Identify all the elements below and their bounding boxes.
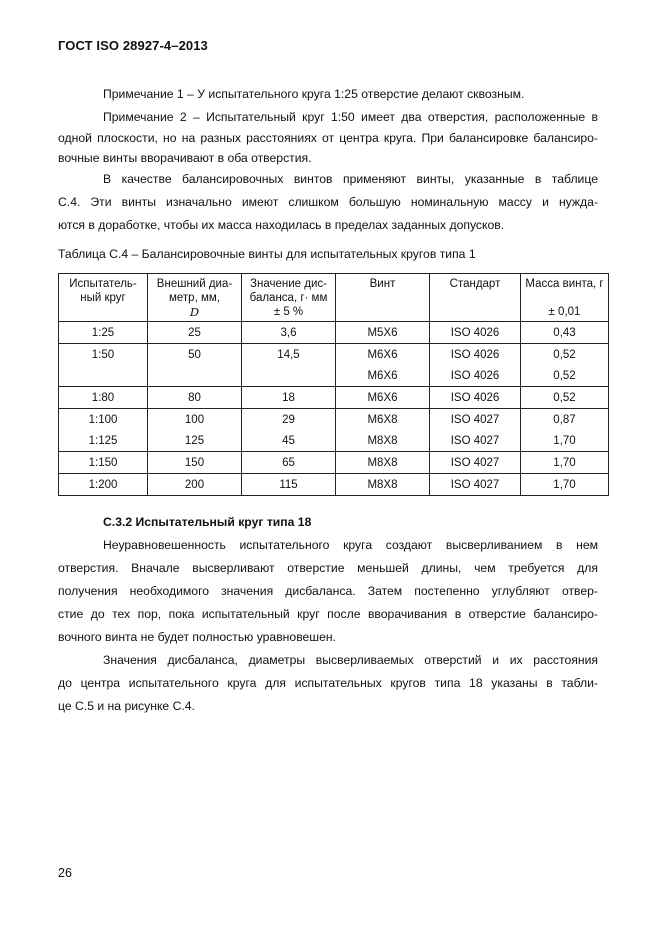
cell-diameter: 125 [148, 430, 242, 452]
cell-unbalance: 14,5 [242, 344, 336, 366]
cell-mass: 1,70 [521, 474, 609, 496]
para2-line-1: Неуравновешенность испытательного круга создают высверливанием в нем [103, 538, 598, 552]
table-row [59, 322, 609, 344]
table-row [59, 452, 609, 474]
para1-line-1: В качестве балансировочных винтов применяют винты, указанные в таблице [103, 172, 598, 186]
cell-standard: ISO 4026 [430, 365, 521, 387]
cell-diameter: 25 [148, 322, 242, 344]
cell-unbalance: 45 [242, 430, 336, 452]
para3-line-1: Значения дисбаланса, диаметры высверливаемых отверстий и их расстояния [103, 653, 598, 667]
section-title: С.3.2 Испытательный круг типа 18 [103, 515, 312, 529]
cell-disc: 1:80 [59, 387, 148, 409]
cell-screw: M8X8 [336, 452, 430, 474]
cell-standard: ISO 4027 [430, 452, 521, 474]
para2-line-3: получения необходимого значения дисбаланса. Затем постепенно углубляют отвер- [58, 584, 598, 598]
cell-standard: ISO 4026 [430, 387, 521, 409]
cell-unbalance: 3,6 [242, 322, 336, 344]
cell-diameter: 150 [148, 452, 242, 474]
cell-diameter: 50 [148, 344, 242, 366]
document-header: ГОСТ ISO 28927-4–2013 [58, 38, 208, 53]
table-row [59, 409, 609, 431]
header-screw: Винт [336, 274, 430, 322]
cell-mass: 1,70 [521, 452, 609, 474]
page-number: 26 [58, 866, 72, 880]
header-screw-mass: Масса винта, г ± 0,01 [521, 274, 609, 322]
table-caption: Таблица С.4 – Балансировочные винты для испытательных кругов типа 1 [58, 247, 476, 261]
screws-table [58, 273, 609, 496]
para1-line-3: ются в доработке, чтобы их масса находилась в пределах заданных допусков. [58, 218, 505, 232]
note-2-line-1: Примечание 2 – Испытательный круг 1:50 имеет два отверстия, расположенные в [103, 110, 598, 124]
cell-mass: 0,52 [521, 387, 609, 409]
header-test-disc: Испытатель- ный круг [59, 274, 148, 322]
note-2-line-3: вочные винты вворачивают в оба отверстия. [58, 151, 312, 165]
cell-unbalance: 29 [242, 409, 336, 431]
cell-mass: 1,70 [521, 430, 609, 452]
cell-screw: M6X6 [336, 365, 430, 387]
table-row [59, 474, 609, 496]
table-row [59, 344, 609, 366]
cell-mass: 0,52 [521, 344, 609, 366]
cell-unbalance: 18 [242, 387, 336, 409]
cell-screw: M5X6 [336, 322, 430, 344]
cell-diameter: 200 [148, 474, 242, 496]
cell-disc: 1:100 [59, 409, 148, 431]
cell-standard: ISO 4026 [430, 344, 521, 366]
cell-disc: 1:25 [59, 322, 148, 344]
cell-diameter [148, 365, 242, 387]
cell-screw: M8X8 [336, 430, 430, 452]
cell-screw: M6X6 [336, 344, 430, 366]
header-outer-diameter: Внешний диа- метр, мм, D [148, 274, 242, 322]
header-unbalance: Значение дис- баланса, г· мм ± 5 % [242, 274, 336, 322]
cell-standard: ISO 4026 [430, 322, 521, 344]
para2-line-5: вочного винта не будет полностью уравновешен. [58, 630, 336, 644]
cell-screw: M8X8 [336, 474, 430, 496]
para3-line-2: до центра испытательного круга для испытательных кругов типа 18 указаны в табли- [58, 676, 598, 690]
para3-line-3: це С.5 и на рисунке С.4. [58, 699, 195, 713]
cell-disc: 1:150 [59, 452, 148, 474]
header-standard: Стандарт [430, 274, 521, 322]
table-row [59, 430, 609, 452]
cell-disc: 1:200 [59, 474, 148, 496]
cell-diameter: 100 [148, 409, 242, 431]
note-1: Примечание 1 – У испытательного круга 1:25 отверстие делают сквозным. [103, 87, 525, 101]
cell-standard: ISO 4027 [430, 430, 521, 452]
cell-mass: 0,52 [521, 365, 609, 387]
para1-line-2: С.4. Эти винты изначально имеют слишком большую номинальную массу и нужда- [58, 195, 598, 209]
cell-diameter: 80 [148, 387, 242, 409]
cell-unbalance [242, 365, 336, 387]
cell-screw: M6X8 [336, 409, 430, 431]
cell-unbalance: 65 [242, 452, 336, 474]
cell-standard: ISO 4027 [430, 409, 521, 431]
cell-standard: ISO 4027 [430, 474, 521, 496]
para2-line-4: стие до тех пор, пока испытательный круг после вворачивания в отверстие балансиро- [58, 607, 598, 621]
cell-disc [59, 365, 148, 387]
table-row [59, 365, 609, 387]
cell-mass: 0,43 [521, 322, 609, 344]
note-2-line-2: одной плоскости, но на разных расстояниях от центра круга. При балансировке балансиро- [58, 131, 598, 145]
cell-screw: M6X6 [336, 387, 430, 409]
cell-disc: 1:50 [59, 344, 148, 366]
cell-unbalance: 115 [242, 474, 336, 496]
table-header-row [59, 274, 609, 322]
cell-disc: 1:125 [59, 430, 148, 452]
para2-line-2: отверстия. Вначале высверливают отверстие меньшей длины, чем требуется для [58, 561, 598, 575]
cell-mass: 0,87 [521, 409, 609, 431]
table-row [59, 387, 609, 409]
